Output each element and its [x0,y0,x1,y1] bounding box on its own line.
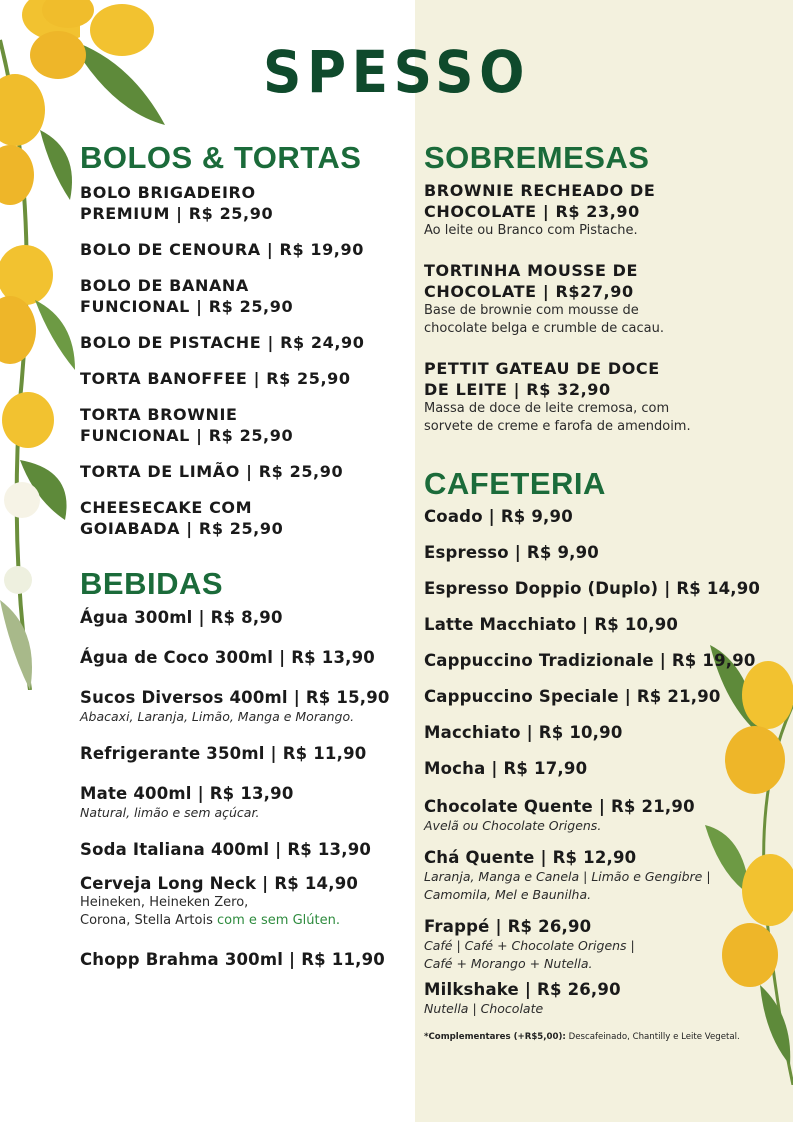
section-title-bebidas: BEBIDAS [80,566,224,601]
menu-item [424,180,774,240]
item-name: Cappuccino Tradizionale | R$ 19,90 [424,651,756,670]
item-name: BROWNIE RECHEADO DE [424,181,656,200]
item-name: Frappé | R$ 26,90 [424,917,592,936]
item-description: Camomila, Mel e Baunilha. [424,887,592,902]
menu-item [424,686,774,707]
menu-item [80,497,410,539]
item-name: PETTIT GATEAU DE DOCE [424,359,660,378]
item-name: Chopp Brahma 300ml | R$ 11,90 [80,950,385,969]
item-name: Chocolate Quente | R$ 21,90 [424,797,695,816]
item-name: CHOCOLATE | R$27,90 [424,282,634,301]
item-name: DE LEITE | R$ 32,90 [424,380,611,399]
menu-item [424,916,774,973]
item-name: Latte Macchiato | R$ 10,90 [424,615,679,634]
menu-item [424,578,774,599]
description-text: Corona, Stella Artois [80,913,213,928]
menu-item [424,650,774,671]
item-name: GOIABADA | R$ 25,90 [80,519,284,538]
menu-item [80,839,410,860]
menu-item [80,404,410,446]
item-description: Café | Café + Chocolate Origens | [424,938,635,953]
item-name: Sucos Diversos 400ml | R$ 15,90 [80,688,390,707]
item-description: Natural, limão e sem açúcar. [80,805,260,820]
item-name: Mate 400ml | R$ 13,90 [80,784,294,803]
item-name: BOLO DE BANANA [80,276,249,295]
item-name: TORTINHA MOUSSE DE [424,261,639,280]
menu-item [424,722,774,743]
complementares-footnote [424,1032,774,1042]
item-description: Laranja, Manga e Canela | Limão e Gengibre | [424,869,711,884]
menu-item [80,783,410,822]
item-name: Refrigerante 350ml | R$ 11,90 [80,744,367,763]
item-name: CHOCOLATE | R$ 23,90 [424,202,640,221]
item-description: sorvete de creme e farofa de amendoim. [424,419,691,434]
left-column [80,140,410,970]
menu-item [80,275,410,317]
menu-item [424,506,774,527]
section-title-cafeteria: CAFETERIA [424,466,606,501]
menu-item [424,542,774,563]
item-description: Nutella | Chocolate [424,1001,544,1016]
item-description: Heineken, Heineken Zero, [80,895,249,910]
item-name: BOLO BRIGADEIRO [80,183,256,202]
item-name: PREMIUM | R$ 25,90 [80,204,274,223]
menu-item [80,461,410,482]
item-description: Café + Morango + Nutella. [424,956,593,971]
item-name: TORTA BROWNIE [80,405,238,424]
item-description: Ao leite ou Branco com Pistache. [424,223,638,238]
item-name: Chá Quente | R$ 12,90 [424,848,637,867]
item-description [80,912,410,930]
item-name: FUNCIONAL | R$ 25,90 [80,297,294,316]
item-name: TORTA DE LIMÃO | R$ 25,90 [80,462,344,481]
brand-logo: SPESSO [263,38,530,106]
item-description: Abacaxi, Laranja, Limão, Manga e Morango. [80,709,355,724]
menu-item [80,743,410,764]
item-name: Água 300ml | R$ 8,90 [80,608,283,627]
item-name: TORTA BANOFFEE | R$ 25,90 [80,369,351,388]
item-description: Avelã ou Chocolate Origens. [424,818,602,833]
menu-item [424,358,774,436]
item-description: Base de brownie com mousse de [424,303,639,318]
item-name: Macchiato | R$ 10,90 [424,723,623,742]
menu-item [424,847,774,904]
gluten-note: com e sem Glúten. [217,913,340,928]
section-title-bolos: BOLOS & TORTAS [80,140,362,175]
item-name: Cappuccino Speciale | R$ 21,90 [424,687,721,706]
menu-item [80,873,410,930]
item-description: Massa de doce de leite cremosa, com [424,401,670,416]
item-description: chocolate belga e crumble de cacau. [424,321,664,336]
menu-item [424,796,774,835]
item-name: Cerveja Long Neck | R$ 14,90 [80,874,359,893]
menu-item [424,758,774,779]
footnote-text: Descafeinado, Chantilly e Leite Vegetal. [565,1032,740,1042]
menu-item [80,949,410,970]
menu-item [424,614,774,635]
menu-item [80,368,410,389]
section-title-sobremesas: SOBREMESAS [424,140,650,175]
item-name: Água de Coco 300ml | R$ 13,90 [80,648,375,667]
item-name: Coado | R$ 9,90 [424,507,573,526]
footnote-label: *Complementares (+R$5,00): [424,1032,566,1042]
menu-item [80,239,410,260]
item-name: FUNCIONAL | R$ 25,90 [80,426,294,445]
menu-item [80,687,410,726]
menu-item [80,607,410,628]
menu-item [80,647,410,668]
item-name: BOLO DE CENOURA | R$ 19,90 [80,240,364,259]
item-name: BOLO DE PISTACHE | R$ 24,90 [80,333,365,352]
item-name: CHEESECAKE COM [80,498,253,517]
menu-item [424,979,774,1018]
item-name: Espresso | R$ 9,90 [424,543,599,562]
item-name: Espresso Doppio (Duplo) | R$ 14,90 [424,579,761,598]
menu-item [424,260,774,338]
item-name: Mocha | R$ 17,90 [424,759,588,778]
item-name: Milkshake | R$ 26,90 [424,980,621,999]
right-column [424,140,774,1042]
item-name: Soda Italiana 400ml | R$ 13,90 [80,840,372,859]
menu-item [80,182,410,224]
menu-item [80,332,410,353]
